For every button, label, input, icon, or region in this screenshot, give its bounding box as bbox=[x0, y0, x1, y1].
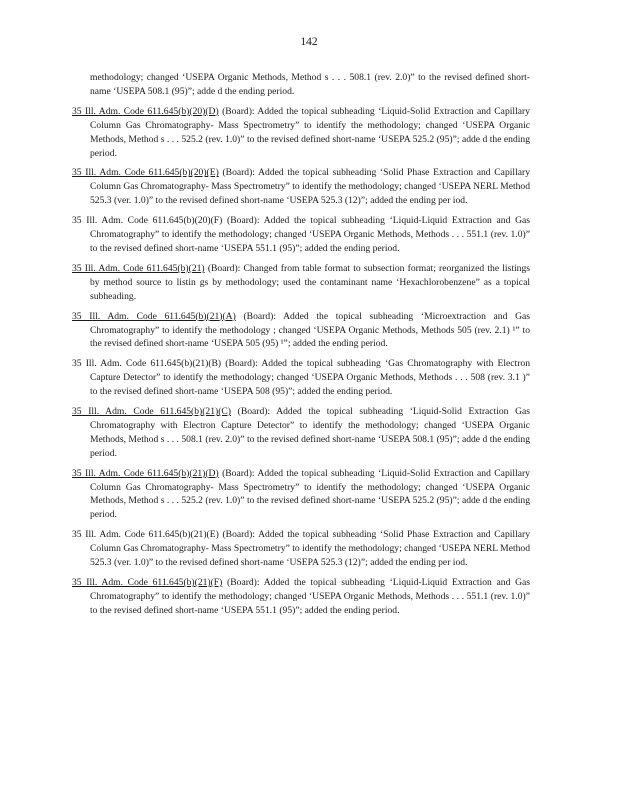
entry-21-d bbox=[72, 467, 530, 523]
entry-21-a bbox=[72, 310, 530, 352]
entries-list bbox=[72, 71, 530, 624]
entry-text: methodology; changed ‘USEPA Organic Methods, Method s . . . 508.1 (rev. 2.0)” to the revised defined short-name ‘USEPA 508.1 (95)”; adde d the ending period. bbox=[90, 72, 530, 97]
entry-text: (Board): Added the topical subheading ‘Liquid-Solid Extraction and Capillary Column Gas Chromatography- Mass Spectrometry” to identify the methodology; changed ‘USEPA Organic Methods, Method s . . . 525.2 (rev. 1.0)” to the revised defined short-name ‘USEPA 525.2 (95)”; adde d the ending period. bbox=[90, 105, 530, 159]
entry-20-f bbox=[72, 214, 530, 256]
entry-citation: 35 Ill. Adm. Code 611.645(b)(20)(F) bbox=[72, 215, 223, 227]
entry-text: (Board): Added the topical subheading ‘Liquid-Solid Extraction Gas Chromatography with Electron Capture Detector” to identify the methodology; changed ‘USEPA Organic Methods, Method s . . . 508.1 (rev. 2.0)” to the revised defined short-name ‘USEPA 508.1 (95)”; adde d the ending period. bbox=[90, 406, 530, 459]
entry-20-d bbox=[72, 105, 530, 161]
entry-citation: 35 Ill. Adm. Code 611.645(b)(21)(B) bbox=[72, 358, 222, 370]
entry-20-e bbox=[72, 166, 530, 208]
entry-citation: 35 Ill. Adm. Code 611.645(b)(20)(D) bbox=[72, 105, 219, 117]
entry-21-b bbox=[72, 357, 530, 399]
entry-text: (Board): Added the topical subheading ‘Gas Chromatography with Electron Capture Detector” to identify the methodology; changed ‘USEPA Organic Methods, Methods . . . 508 (rev. 3.1 )” to the revised defined short-name ‘USEPA 508 (95)”; added the ending period. bbox=[90, 358, 531, 398]
entry-text: (Board): Added the topical subheading ‘Liquid-Liquid Extraction and Gas Chromatography” to identify the methodology; changed ‘USEPA Organic Methods, Methods . . . 551.1 (rev. 1.0)” to the revised defined short-name ‘USEPA 551.1 (95)”; added the ending period. bbox=[90, 215, 530, 254]
entry-citation: 35 Ill. Adm. Code 611.645(b)(21)(C) bbox=[72, 406, 232, 418]
entry-text: (Board): Added the topical subheading ‘Solid Phase Extraction and Capillary Column Gas Chromatography- Mass Spectrometry” to identify the methodology; changed ‘USEPA NERL Method 525.3 (ver. 1.0)” to the revised defined short-name ‘USEPA 525.3 (12)”; added the ending per iod. bbox=[90, 529, 531, 569]
entry-continued bbox=[72, 71, 530, 99]
entry-21-f bbox=[72, 576, 530, 618]
entry-citation: 35 Ill. Adm. Code 611.645(b)(21)(D) bbox=[72, 467, 219, 479]
entry-text: (Board): Added the topical subheading ‘Liquid-Liquid Extraction and Gas Chromatography” to identify the methodology; changed ‘USEPA Organic Methods, Methods . . . 551.1 (rev. 1.0)” to the revised defined short-name ‘USEPA 551.1 (95)”; added the ending period. bbox=[90, 577, 530, 616]
entry-citation: 35 Ill. Adm. Code 611.645(b)(21)(F) bbox=[72, 577, 223, 588]
entry-citation: 35 Ill. Adm. Code 611.645(b)(20)(E) bbox=[72, 167, 219, 179]
entry-text: (Board): Added the topical subheading ‘Microextraction and Gas Chromatography” to identify the methodology ; changed ‘USEPA Organic Methods, Methods 505 (rev. 2.1) ¹” to the revised defined short-name ‘USEPA 505 (95) ¹”; added the ending period. bbox=[90, 310, 530, 350]
entry-21-c bbox=[72, 405, 530, 461]
entry-text: (Board): Added the topical subheading ‘Liquid-Solid Extraction and Capillary Column Gas Chromatography- Mass Spectrometry” to identify the methodology; changed ‘USEPA Organic Methods, Method s . . . 525.2 (rev. 1.0)” to the revised defined short-name ‘USEPA 525.2 (95)”; adde d the ending period. bbox=[90, 467, 530, 521]
entry-text: (Board): Changed from table format to subsection format; reorganized the listings by method source to listin gs by methodology; used the contaminant name ‘Hexachlorobenzene” as a topical subheading. bbox=[90, 262, 530, 302]
entry-21-e bbox=[72, 528, 530, 570]
entry-citation: 35 Ill. Adm. Code 611.645(b)(21)(A) bbox=[72, 310, 236, 322]
entry-text: (Board): Added the topical subheading ‘Solid Phase Extraction and Capillary Column Gas Chromatography- Mass Spectrometry” to identify the methodology; changed ‘USEPA NERL Method 525.3 (ver. 1.0)” to the revised defined short-name ‘USEPA 525.3 (12)”; added the ending per iod. bbox=[90, 167, 531, 207]
entry-citation: 35 Ill. Adm. Code 611.645(b)(21)(E) bbox=[72, 529, 219, 541]
entry-citation: 35 Ill. Adm. Code 611.645(b)(21) bbox=[72, 262, 205, 274]
entry-21 bbox=[72, 262, 530, 304]
page-number: 142 bbox=[300, 36, 318, 48]
